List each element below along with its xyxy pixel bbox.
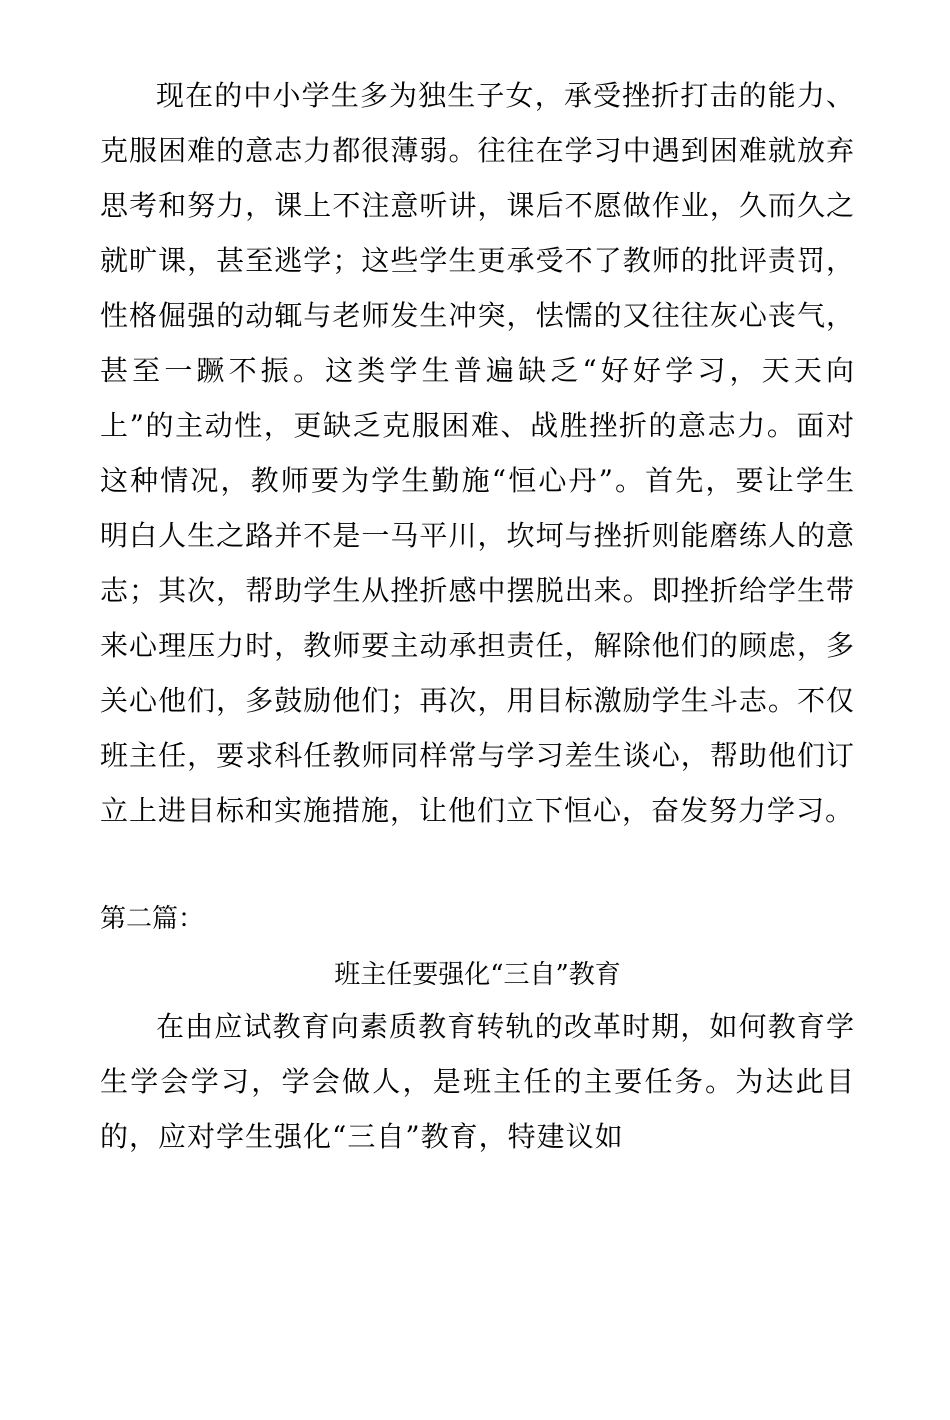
section-title: 班主任要强化“三自”教育: [334, 960, 621, 990]
document-page: [100, 68, 855, 1164]
section-label: 第二篇：: [100, 904, 205, 934]
body-paragraph-2: 在由应试教育向素质教育转轨的改革时期，如何教育学生学会学习，学会做人，是班主任的主要任务。为达此目的，应对学生强化“三自”教育，特建议如: [100, 1010, 855, 1153]
body-paragraph-1: 现在的中小学生多为独生子女，承受挫折打击的能力、克服困难的意志力都很薄弱。往往在学习中遇到困难就放弃思考和努力，课上不注意听讲，课后不愿做作业，久而久之就旷课，甚至逃学；这些学生更承受不了教师的批评责罚，性格倔强的动辄与老师发生冲突，怯懦的又往往灰心丧气，甚至一蹶不振。这类学生普遍缺乏“好好学习，天天向上”的主动性，更缺乏克服困难、战胜挫折的意志力。面对这种情况，教师要为学生勤施“恒心丹”。首先，要让学生明白人生之路并不是一马平川，坎坷与挫折则能磨练人的意志；其次，帮助学生从挫折感中摆脱出来。即挫折给学生带来心理压力时，教师要主动承担责任，解除他们的顾虑，多关心他们，多鼓励他们；再次，用目标激励学生斗志。不仅班主任，要求科任教师同样常与学习差生谈心，帮助他们订立上进目标和实施措施，让他们立下恒心，奋发努力学习。: [100, 79, 855, 827]
